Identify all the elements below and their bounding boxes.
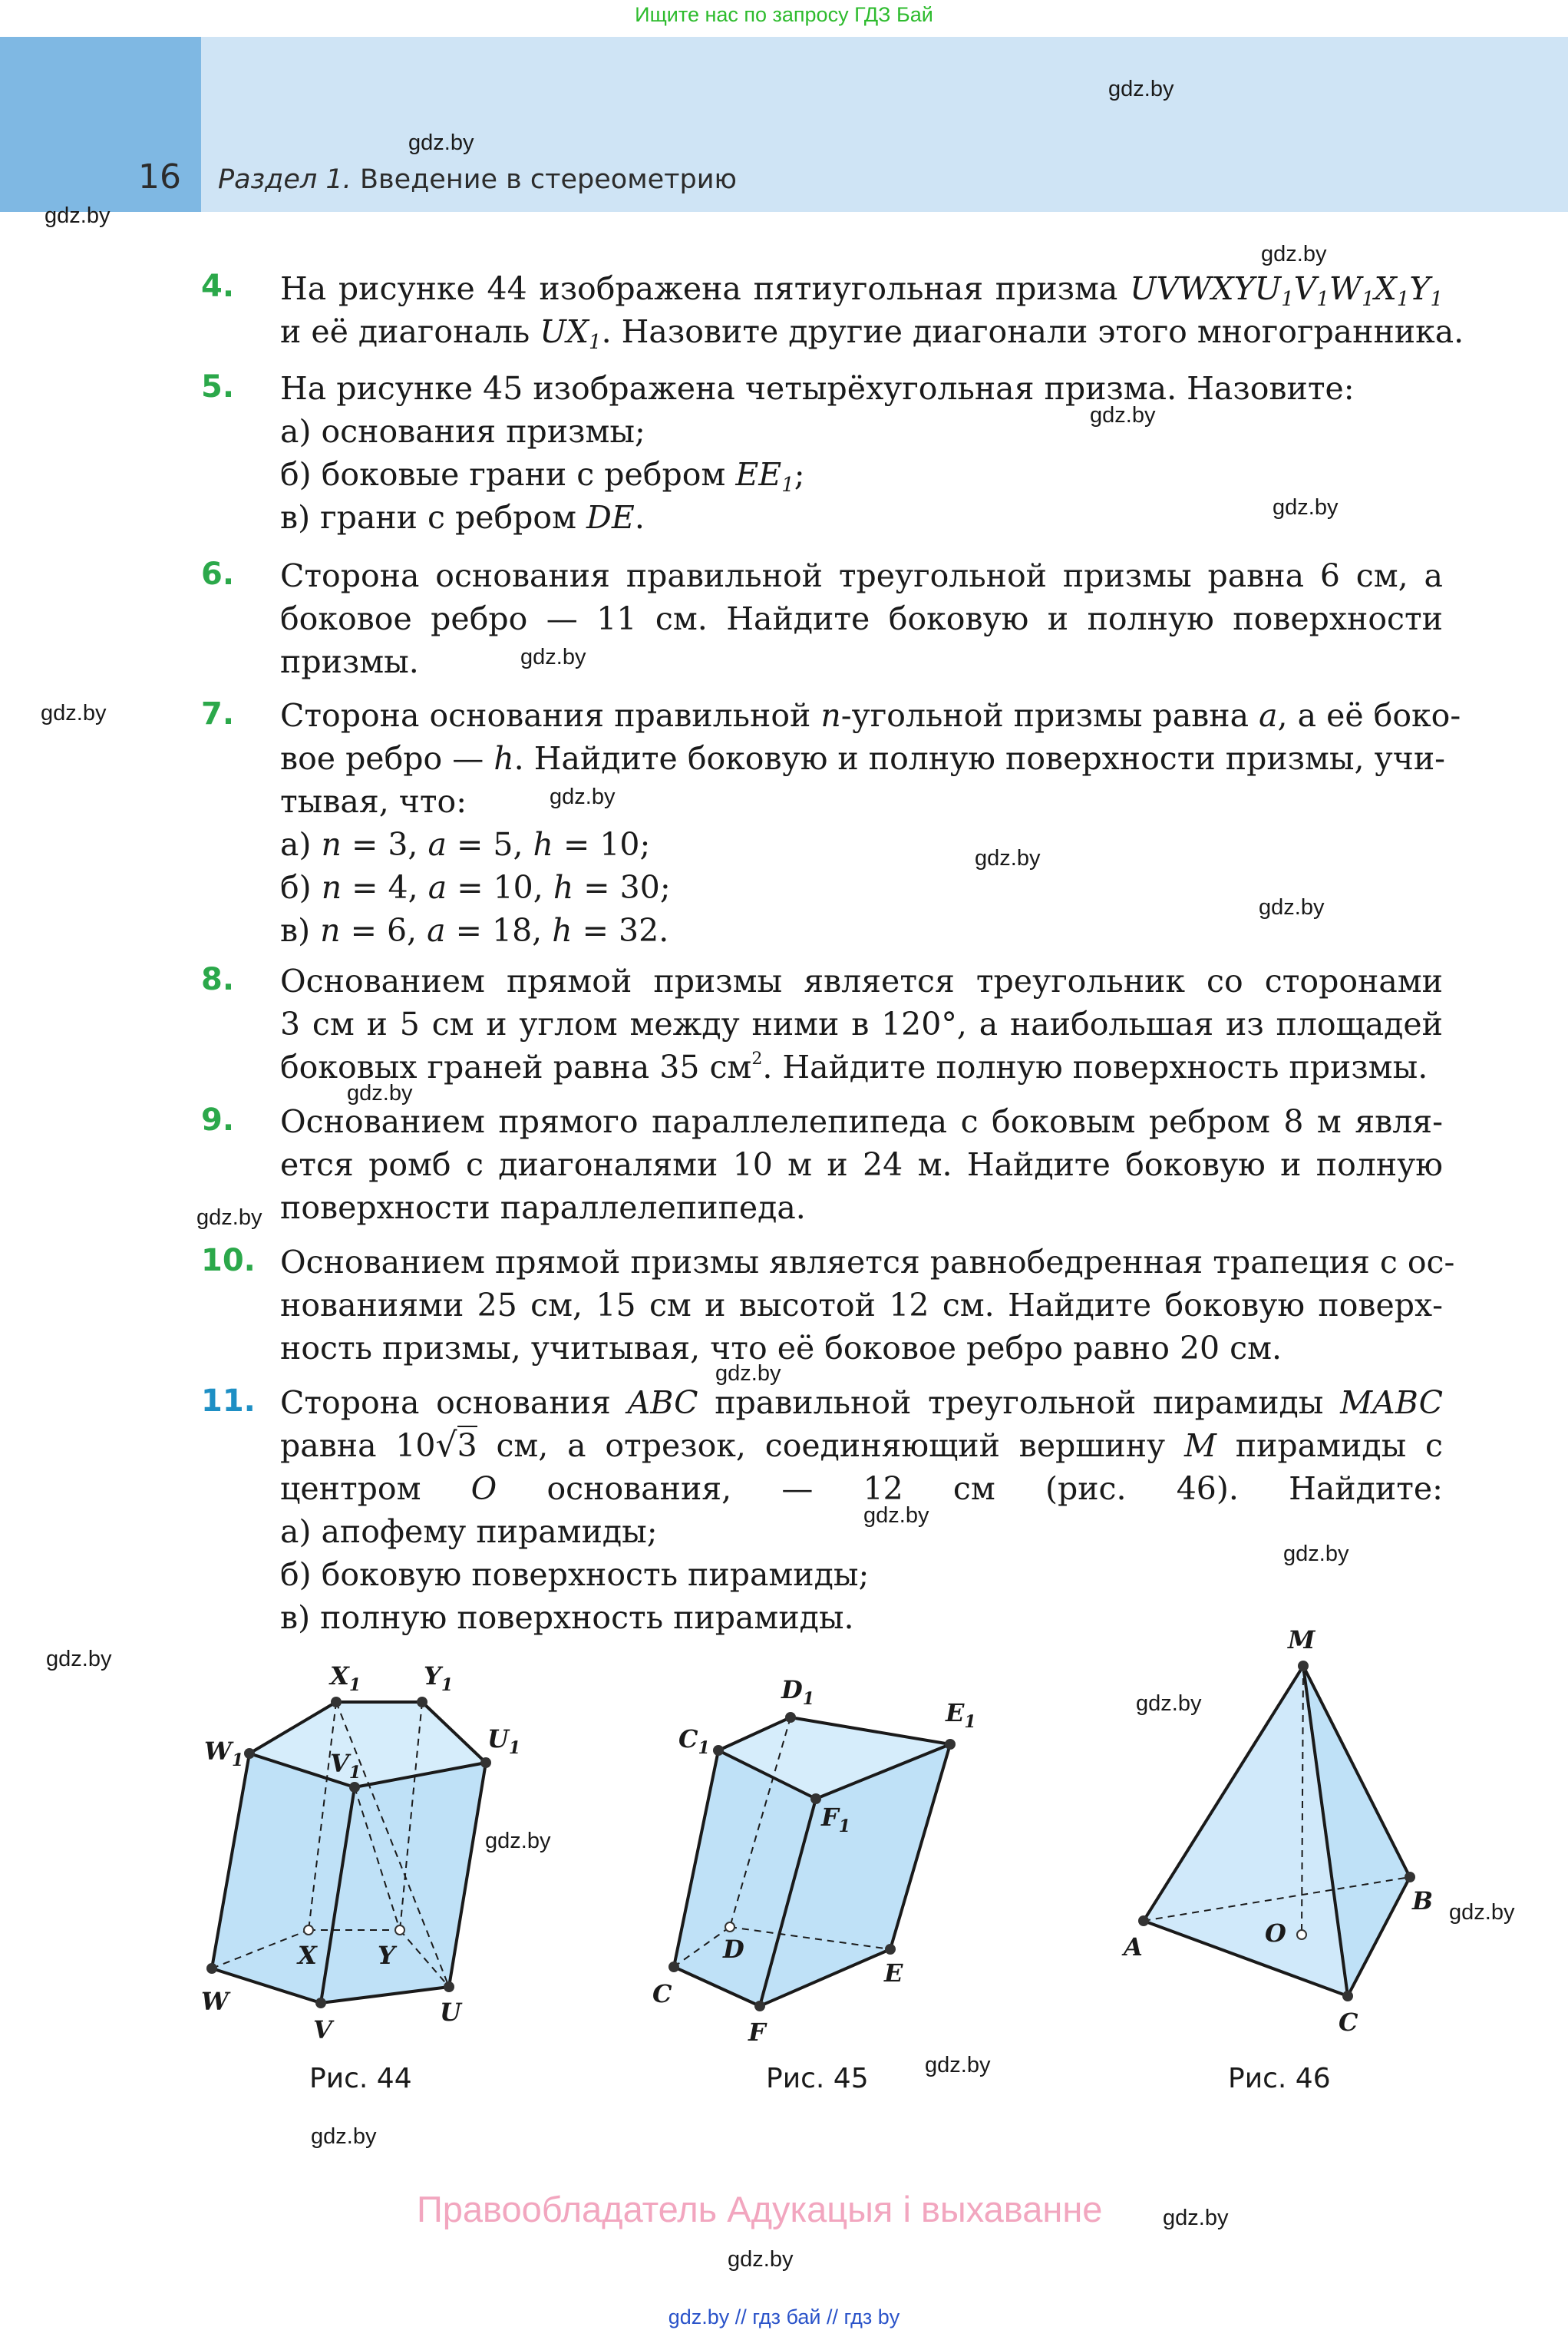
vertex-label: E bbox=[884, 1958, 903, 1988]
vertex-label: F bbox=[748, 2018, 766, 2047]
problem-number: 11. bbox=[201, 1383, 256, 1419]
problem-11: Сторона основания ABC правильной треугольной пирамиды MABC равна 10√3 см, а отрезок, соединяющий вершину M пирамиды с центром O основания, — 12 см (рис. 46). Найдите: а) апофему пирамиды; б) боковую поверхность пирамиды; в) полную поверхность пирамиды. bbox=[280, 1384, 1443, 1636]
watermark: gdz.by bbox=[863, 1503, 929, 1528]
vertex-label: $Y_1$ bbox=[424, 1661, 454, 1695]
vertex-label: C bbox=[652, 1979, 672, 2008]
rights-notice: Правообладатель Адукацыя і выхаванне bbox=[417, 2189, 1103, 2229]
vertex-label: V bbox=[313, 2015, 332, 2044]
vertex-label: $C_1$ bbox=[678, 1724, 710, 1758]
vertex-label: $V_1$ bbox=[330, 1749, 361, 1783]
problem-4: На рисунке 44 изображена пятиугольная призма $UVWXYU_1V_1W_1X_1Y_1$ и её диагональ $UX_1$. Назовите другие диагонали этого многогранника. bbox=[280, 270, 1464, 354]
watermark: gdz.by bbox=[46, 1647, 112, 1671]
figure-45-quadrilateral-prism bbox=[637, 1674, 1005, 2057]
problem-number: 7. bbox=[201, 696, 235, 732]
watermark: gdz.by bbox=[1090, 403, 1156, 428]
watermark: gdz.by bbox=[1283, 1542, 1349, 1566]
problem-number: 5. bbox=[201, 369, 235, 405]
watermark: gdz.by bbox=[1273, 495, 1339, 520]
problem-number: 4. bbox=[201, 269, 235, 304]
vertex-label: M bbox=[1288, 1625, 1315, 1654]
watermark: gdz.by bbox=[550, 785, 616, 809]
figure-46-caption: Рис. 46 bbox=[1228, 2063, 1331, 2094]
watermark: gdz.by bbox=[1108, 77, 1174, 101]
vertex-label: A bbox=[1124, 1932, 1143, 1962]
section-label: Раздел 1. bbox=[218, 164, 352, 195]
watermark: gdz.by bbox=[196, 1205, 262, 1230]
figure-44-caption: Рис. 44 bbox=[309, 2063, 412, 2094]
section-header bbox=[218, 164, 737, 195]
vertex-label: X bbox=[298, 1941, 317, 1970]
watermark: gdz.by bbox=[45, 203, 111, 228]
vertex-label: $U_1$ bbox=[487, 1724, 521, 1758]
watermark: gdz.by bbox=[975, 846, 1041, 871]
problem-10: Основанием прямой призмы является равнобедренная трапеция с ос- нованиями 25 см, 15 см и высотой 12 см. Найдите боковую поверх- ность призмы, учитывая, что её боковое ребро равно 20 см. bbox=[280, 1244, 1455, 1367]
vertex-label: $X_1$ bbox=[330, 1661, 361, 1695]
vertex-label: $D_1$ bbox=[781, 1675, 815, 1709]
problem-9: Основанием прямого параллелепипеда с боковым ребром 8 м явля- ется ромб с диагоналями 10 м и 24 м. Найдите боковую и полную поверхности параллелепипеда. bbox=[280, 1103, 1443, 1226]
vertex-label: W bbox=[201, 1987, 229, 2016]
vertex-label: $F_1$ bbox=[821, 1803, 851, 1836]
watermark: gdz.by bbox=[1259, 895, 1325, 920]
page-number: 16 bbox=[138, 157, 181, 197]
figure-46-triangular-pyramid bbox=[1105, 1624, 1451, 2054]
vertex-label: Y bbox=[378, 1941, 395, 1970]
vertex-label: C bbox=[1339, 2008, 1358, 2037]
watermark: gdz.by bbox=[408, 131, 474, 155]
watermark: gdz.by bbox=[485, 1829, 551, 1853]
vertex-label: $E_1$ bbox=[946, 1698, 976, 1732]
figure-44-pentagonal-prism bbox=[184, 1651, 553, 2050]
watermark: gdz.by bbox=[1163, 2206, 1229, 2230]
problem-6: Сторона основания правильной треугольной призмы равна 6 см, а боковое ребро — 11 см. Найдите боковую и полную поверхности призмы. bbox=[280, 557, 1443, 680]
watermark: gdz.by bbox=[347, 1081, 413, 1106]
top-note: Ищите нас по запросу ГДЗ Бай bbox=[635, 3, 933, 26]
vertex-label: $W_1$ bbox=[204, 1737, 244, 1770]
watermark: gdz.by bbox=[311, 2124, 377, 2149]
watermark: gdz.by bbox=[520, 645, 586, 669]
problem-number: 6. bbox=[201, 557, 235, 592]
vertex-label: D bbox=[723, 1935, 744, 1964]
footer-links[interactable]: gdz.by // гдз бай // гдз by bbox=[668, 2305, 900, 2328]
watermark: gdz.by bbox=[41, 701, 107, 725]
watermark: gdz.by bbox=[925, 2053, 991, 2077]
problem-number: 10. bbox=[201, 1243, 256, 1278]
watermark: gdz.by bbox=[1261, 242, 1327, 266]
vertex-label: B bbox=[1412, 1886, 1434, 1915]
problem-number: 9. bbox=[201, 1102, 235, 1138]
section-title: Введение в стереометрию bbox=[359, 164, 737, 195]
watermark: gdz.by bbox=[1449, 1900, 1515, 1925]
problem-7: Сторона основания правильной n-угольной призмы равна a, а её боко- вое ребро — h. Найдите боковую и полную поверхности призмы, учи- тывая, что: а) n = 3, a = 5, h = 10; б) n = 4, a = 10, h = 30; в) n = 6, a = 18, h = 32. bbox=[280, 697, 1461, 949]
watermark: gdz.by bbox=[715, 1361, 781, 1386]
vertex-label: U bbox=[440, 1998, 461, 2027]
problem-8: Основанием прямой призмы является треугольник со сторонами 3 см и 5 см и углом между ними в 120°, а наибольшая из площадей боковых граней равна 35 $см^2$. Найдите полную поверхность призмы. bbox=[280, 963, 1443, 1086]
problem-5: На рисунке 45 изображена четырёхугольная призма. Назовите: а) основания призмы; б) боковые грани с ребром $EE_1$; в) грани с ребром DE. bbox=[280, 370, 1355, 536]
figure-45-caption: Рис. 45 bbox=[766, 2063, 869, 2094]
watermark: gdz.by bbox=[1136, 1691, 1202, 1716]
problem-number: 8. bbox=[201, 962, 235, 997]
vertex-label: O bbox=[1265, 1919, 1286, 1948]
watermark: gdz.by bbox=[728, 2247, 794, 2272]
